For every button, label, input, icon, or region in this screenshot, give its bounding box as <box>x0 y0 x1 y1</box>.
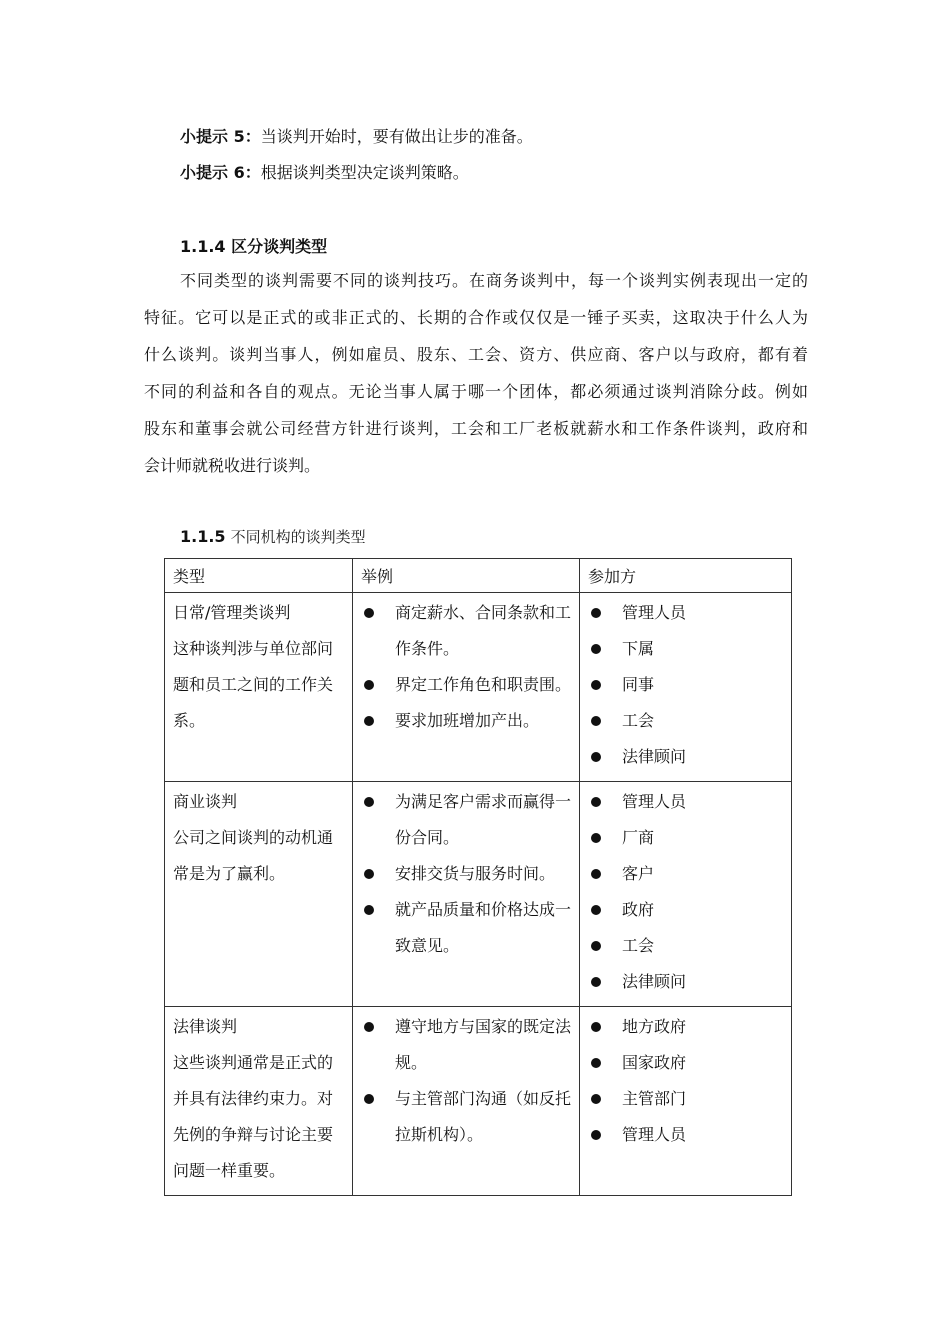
bullet-icon <box>591 608 601 618</box>
bullet-icon <box>591 1094 601 1104</box>
table-title <box>180 526 366 547</box>
bullet-icon <box>591 680 601 690</box>
paragraph-line: 不同类型的谈判需要不同的谈判技巧。在商务谈判中，每一个谈判实例表现出一定的 <box>180 271 808 290</box>
party-text: 国家政府 <box>622 1053 687 1072</box>
party-text: 客户 <box>622 864 655 883</box>
bullet-icon <box>591 833 601 843</box>
bullet-icon <box>364 608 374 618</box>
list-item <box>580 820 785 856</box>
tip-text: 根据谈判类型决定谈判策略。 <box>260 163 469 182</box>
bullet-icon <box>591 905 601 915</box>
parties-cell <box>580 593 792 782</box>
type-cell <box>165 1007 353 1196</box>
bullet-icon <box>591 977 601 987</box>
tip-text: 当谈判开始时，要有做出让步的准备。 <box>260 127 533 146</box>
bullet-icon <box>591 869 601 879</box>
example-text: 界定工作角色和职责围。 <box>395 675 572 694</box>
header-examples: 举例 <box>353 559 580 593</box>
list-item <box>353 856 573 892</box>
example-text: 就产品质量和价格达成一致意见。 <box>395 900 572 955</box>
party-text: 法律顾问 <box>622 972 687 991</box>
type-cell <box>165 593 353 782</box>
paragraph-line: 会计师就税收进行谈判。 <box>144 456 321 475</box>
table-title-text: 不同机构的谈判类型 <box>230 528 366 546</box>
tip-6 <box>180 163 469 183</box>
list-item <box>580 667 785 703</box>
party-text: 主管部门 <box>622 1089 687 1108</box>
list-item <box>580 892 785 928</box>
examples-cell <box>353 1007 580 1196</box>
type-name: 商业谈判 <box>173 792 238 811</box>
example-text: 商定薪水、合同条款和工作条件。 <box>395 603 572 658</box>
party-text: 同事 <box>622 675 655 694</box>
paragraph-line: 什么谈判。谈判当事人，例如雇员、股东、工会、资方、供应商、客户以与政府，都有着 <box>144 345 808 364</box>
list-item <box>353 667 573 703</box>
party-text: 工会 <box>622 936 655 955</box>
list-item <box>353 703 573 739</box>
bullet-icon <box>364 869 374 879</box>
bullet-icon <box>591 941 601 951</box>
example-text: 安排交货与服务时间。 <box>395 864 556 883</box>
bullet-icon <box>364 680 374 690</box>
table-header-row <box>165 559 792 593</box>
parties-cell <box>580 1007 792 1196</box>
bullet-icon <box>364 716 374 726</box>
party-text: 管理人员 <box>622 792 687 811</box>
paragraph-line: 特征。它可以是正式的或非正式的、长期的合作或仅仅是一锤子买卖，这取决于什么人为 <box>144 308 808 327</box>
header-parties: 参加方 <box>580 559 792 593</box>
party-text: 管理人员 <box>622 603 687 622</box>
list-item <box>580 1009 785 1045</box>
list-item <box>580 595 785 631</box>
examples-cell <box>353 782 580 1007</box>
party-text: 工会 <box>622 711 655 730</box>
tip-label: 小提示 5： <box>180 127 261 146</box>
list-item <box>580 856 785 892</box>
party-text: 政府 <box>622 900 655 919</box>
list-item <box>580 964 785 1000</box>
party-text: 法律顾问 <box>622 747 687 766</box>
bullet-icon <box>364 797 374 807</box>
bullet-icon <box>591 716 601 726</box>
list-item <box>580 1045 785 1081</box>
bullet-icon <box>364 1022 374 1032</box>
section-paragraph <box>144 262 808 484</box>
type-description: 这些谈判通常是正式的并具有法律约束力。对先例的争辩与讨论主要问题一样重要。 <box>173 1053 334 1180</box>
list-item <box>580 739 785 775</box>
tip-label: 小提示 6： <box>180 163 261 182</box>
example-text: 与主管部门沟通（如反托拉斯机构）。 <box>395 1089 572 1144</box>
list-item <box>353 1009 573 1081</box>
table-row <box>165 1007 792 1196</box>
list-item <box>580 631 785 667</box>
bullet-icon <box>591 752 601 762</box>
header-type: 类型 <box>165 559 353 593</box>
table-row <box>165 782 792 1007</box>
example-text: 遵守地方与国家的既定法规。 <box>395 1017 572 1072</box>
type-name: 法律谈判 <box>173 1017 238 1036</box>
type-name: 日常/管理类谈判 <box>173 603 291 622</box>
list-item <box>580 703 785 739</box>
type-description: 公司之间谈判的动机通常是为了赢利。 <box>173 828 334 883</box>
list-item <box>353 892 573 964</box>
list-item <box>353 784 573 856</box>
party-text: 地方政府 <box>622 1017 687 1036</box>
bullet-icon <box>364 1094 374 1104</box>
list-item <box>580 784 785 820</box>
example-text: 为满足客户需求而赢得一份合同。 <box>395 792 572 847</box>
bullet-icon <box>591 1022 601 1032</box>
tip-5 <box>180 127 533 147</box>
paragraph-line: 股东和董事会就公司经营方针进行谈判，工会和工厂老板就薪水和工作条件谈判，政府和 <box>144 419 808 438</box>
paragraph-line: 不同的利益和各自的观点。无论当事人属于哪一个团体，都必须通过谈判消除分歧。例如 <box>144 382 808 401</box>
bullet-icon <box>591 1058 601 1068</box>
list-item <box>580 1117 785 1153</box>
party-text: 厂商 <box>622 828 655 847</box>
list-item <box>353 595 573 667</box>
type-cell <box>165 782 353 1007</box>
list-item <box>580 928 785 964</box>
list-item <box>580 1081 785 1117</box>
parties-cell <box>580 782 792 1007</box>
type-description: 这种谈判涉与单位部问题和员工之间的工作关系。 <box>173 639 334 730</box>
negotiation-types-table <box>164 558 792 1196</box>
table-row <box>165 593 792 782</box>
example-text: 要求加班增加产出。 <box>395 711 540 730</box>
table-title-number: 1.1.5 <box>180 527 226 546</box>
party-text: 下属 <box>622 639 655 658</box>
party-text: 管理人员 <box>622 1125 687 1144</box>
bullet-icon <box>591 1130 601 1140</box>
bullet-icon <box>364 905 374 915</box>
bullet-icon <box>591 797 601 807</box>
list-item <box>353 1081 573 1153</box>
section-heading: 1.1.4 区分谈判类型 <box>180 237 328 256</box>
examples-cell <box>353 593 580 782</box>
bullet-icon <box>591 644 601 654</box>
